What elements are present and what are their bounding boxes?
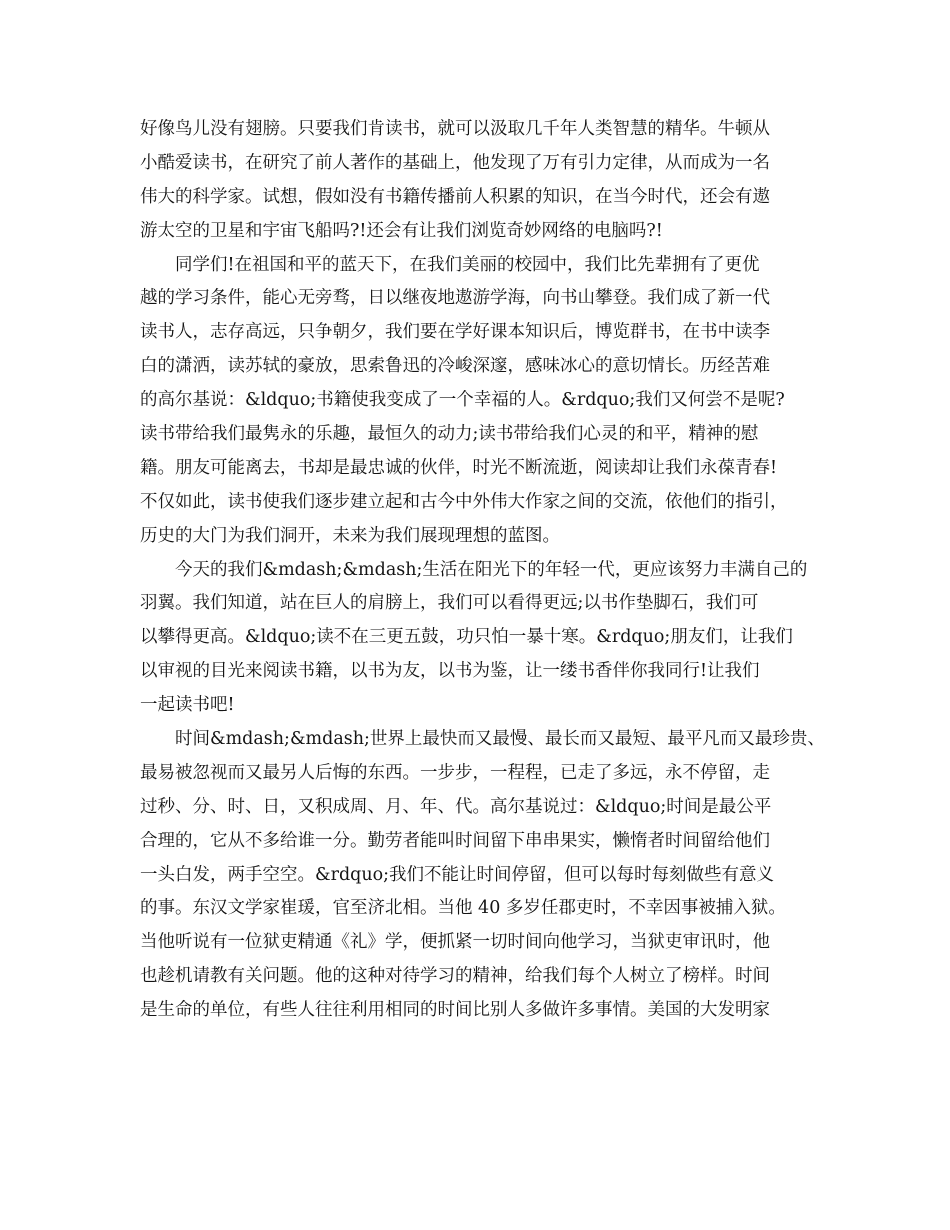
text-line: 小酷爱读书，在研究了前人著作的基础上，他发现了万有引力定律，从而成为一名: [140, 152, 770, 173]
text-line: 一起读书吧!: [140, 695, 235, 716]
text-line: 不仅如此，读书使我们逐步建立起和古今中外伟大作家之间的交流，依他们的指引，: [140, 491, 788, 512]
paragraph-first-line: 今天的我们&mdash;&mdash;生活在阳光下的年轻一代，更应该努力丰满自己的: [175, 559, 808, 580]
text-line: 历史的大门为我们洞开，未来为我们展现理想的蓝图。: [140, 525, 560, 546]
text-line: 读书带给我们最隽永的乐趣，最恒久的动力;读书带给我们心灵的和平，精神的慰: [140, 424, 759, 445]
text-line: 羽翼。我们知道，站在巨人的肩膀上，我们可以看得更远;以书作垫脚石，我们可: [140, 593, 759, 614]
document-body: [140, 113, 825, 1028]
text-line: 当他听说有一位狱吏精通《礼》学，便抓紧一切时间向他学习，当狱吏审讯时，他: [140, 932, 770, 953]
text-line: 是生命的单位，有些人往往利用相同的时间比别人多做许多事情。美国的大发明家: [140, 1000, 770, 1021]
text-line: 读书人，志存高远，只争朝夕，我们要在学好课本知识后，博览群书，在书中读李: [140, 322, 770, 343]
text-line: 籍。朋友可能离去，书却是最忠诚的伙伴，时光不断流逝，阅读却让我们永葆青春!: [140, 457, 778, 478]
paragraph-first-line: 时间&mdash;&mdash;世界上最快而又最慢、最长而又最短、最平凡而又最珍贵、: [175, 729, 825, 750]
text-line: 的事。东汉文学家崔瑗，官至济北相。当他 40 多岁任郡吏时，不幸因事被捕入狱。: [140, 898, 786, 919]
text-line: 好像鸟儿没有翅膀。只要我们肯读书，就可以汲取几千年人类智慧的精华。牛顿从: [140, 119, 770, 139]
text-line: 过秒、分、时、日，又积成周、月、年、代。高尔基说过：&ldquo;时间是最公平: [140, 796, 772, 817]
text-line: 越的学习条件，能心无旁骛，日以继夜地遨游学海，向书山攀登。我们成了新一代: [140, 288, 770, 309]
text-line: 也趁机请教有关问题。他的这种对待学习的精神，给我们每个人树立了榜样。时间: [140, 966, 770, 987]
text-line: 合理的，它从不多给谁一分。勤劳者能叫时间留下串串果实，懒惰者时间留给他们: [140, 830, 770, 851]
text-line: 最易被忽视而又最另人后悔的东西。一步步，一程程，已走了多远，永不停留，走: [140, 762, 770, 783]
text-line: 一头白发，两手空空。&rdquo;我们不能让时间停留，但可以每时每刻做些有意义: [140, 864, 775, 885]
text-line: 游太空的卫星和宇宙飞船吗?!还会有让我们浏览奇妙网络的电脑吗?!: [140, 220, 663, 241]
text-line: 伟大的科学家。试想，假如没有书籍传播前人积累的知识，在当今时代，还会有遨: [140, 186, 770, 207]
text-line: 白的潇洒，读苏轼的豪放，思索鲁迅的冷峻深邃，感味冰心的意切情长。历经苦难: [140, 356, 770, 377]
text-line: 的高尔基说：&ldquo;书籍使我变成了一个幸福的人。&rdquo;我们又何尝不是呢?: [140, 390, 785, 411]
paragraph-first-line: 同学们!在祖国和平的蓝天下，在我们美丽的校园中，我们比先辈拥有了更优: [175, 254, 760, 275]
text-line: 以攀得更高。&ldquo;读不在三更五鼓，功只怕一暴十寒。&rdquo;朋友们，让我们: [140, 627, 793, 648]
text-line: 以审视的目光来阅读书籍，以书为友，以书为鉴，让一缕书香伴你我同行!让我们: [140, 661, 760, 682]
